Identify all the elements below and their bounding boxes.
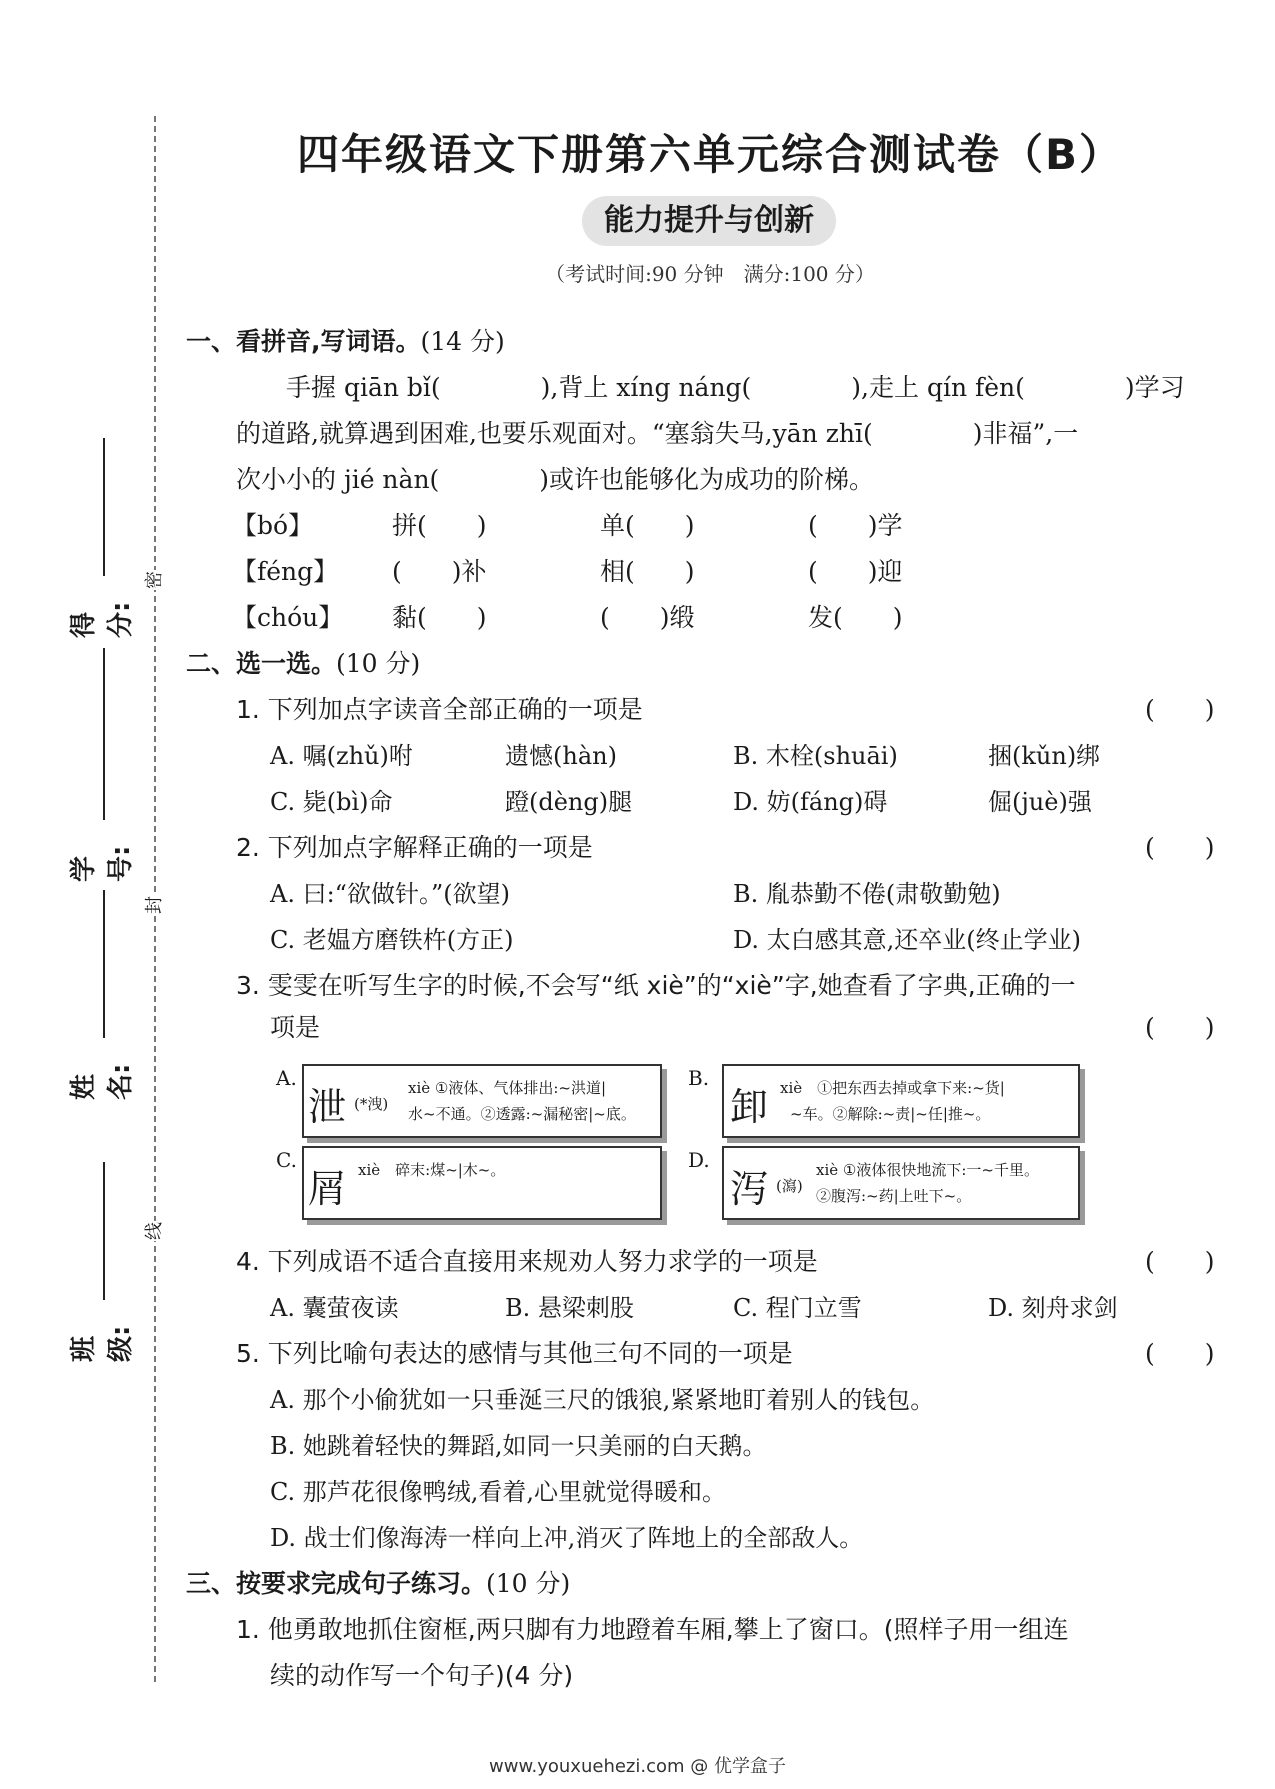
blank-chou-1[interactable]: 黏( ) xyxy=(392,603,487,632)
dict-b-char: 卸 xyxy=(730,1085,769,1129)
dict-c-line1: xiè 碎末:煤~|木~。 xyxy=(358,1161,506,1179)
blank-feng-1[interactable]: ( )补 xyxy=(392,557,487,586)
q2-1-stem: 1. 下列加点字读音全部正确的一项是 xyxy=(236,695,643,724)
q2-5-stem: 5. 下列比喻句表达的感情与其他三句不同的一项是 xyxy=(236,1339,793,1368)
blank-bo-1[interactable]: 拼( ) xyxy=(392,511,487,540)
seal-char-xian: 线 xyxy=(140,1221,170,1241)
section2-heading: 二、选一选。(10 分) xyxy=(186,649,421,678)
section1-line-2: 的道路,就算遇到困难,也要乐观面对。“塞翁失马,yān zhī( )非福”,一 xyxy=(236,419,1079,448)
q2-1-option-d1: D. 妨(fáng)碍 xyxy=(733,788,888,816)
blank-feng-2[interactable]: 相( ) xyxy=(600,557,695,586)
q2-1-option-a1: A. 嘱(zhǔ)咐 xyxy=(270,742,413,770)
q2-3-answer-paren[interactable]: ( ) xyxy=(1145,1013,1215,1042)
q2-2-option-a: A. 曰:“欲做针。”(欲望) xyxy=(270,880,510,908)
q3-1-line2: 续的动作写一个句子)(4 分) xyxy=(270,1661,574,1690)
dict-c-char: 屑 xyxy=(308,1167,347,1211)
q2-1-option-a2: 遗憾(hàn) xyxy=(505,742,617,770)
dict-a-char: 泄 xyxy=(308,1085,347,1129)
q2-1-option-d2: 倔(juè)强 xyxy=(988,788,1092,816)
name-label: 姓名: xyxy=(69,1063,136,1100)
dict-a-note: (*洩) xyxy=(354,1095,389,1113)
section1-line-3: 次小小的 jié nàn( )或许也能够化为成功的阶梯。 xyxy=(236,465,875,494)
blank-bo-3[interactable]: ( )学 xyxy=(808,511,903,540)
dict-b-letter: B. xyxy=(688,1066,710,1090)
subtitle-badge: 能力提升与创新 xyxy=(582,196,836,246)
q2-5-option-a: A. 那个小偷犹如一只垂涎三尺的饿狼,紧紧地盯着别人的钱包。 xyxy=(270,1386,935,1414)
q2-5-option-d: D. 战士们像海涛一样向上冲,消灭了阵地上的全部敌人。 xyxy=(270,1524,864,1552)
score-field[interactable] xyxy=(103,438,105,576)
dict-box-c[interactable] xyxy=(302,1146,662,1220)
dict-c-letter: C. xyxy=(276,1148,297,1172)
q2-5-option-c: C. 那芦花很像鸭绒,看着,心里就觉得暖和。 xyxy=(270,1478,727,1506)
dict-b-line1: xiè ①把东西去掉或拿下来:~货| xyxy=(780,1079,1005,1097)
q2-4-option-b: B. 悬梁刺股 xyxy=(505,1294,634,1322)
dict-d-char: 泻 xyxy=(730,1167,769,1211)
q2-2-stem: 2. 下列加点字解释正确的一项是 xyxy=(236,833,593,862)
section1-heading: 一、看拼音,写词语。(14 分) xyxy=(186,327,505,356)
score-label: 得分: xyxy=(69,601,136,638)
q2-1-option-c2: 蹬(dèng)腿 xyxy=(505,788,633,816)
exam-meta: （考试时间:90 分钟 满分:100 分） xyxy=(545,262,875,286)
dict-a-line2: 水~不通。②透露:~漏秘密|~底。 xyxy=(408,1105,636,1123)
q2-2-option-d: D. 太白感其意,还卒业(终止学业) xyxy=(733,926,1081,954)
blank-feng-3[interactable]: ( )迎 xyxy=(808,557,903,586)
class-field[interactable] xyxy=(103,1162,105,1300)
q2-1-option-c1: C. 毙(bì)命 xyxy=(270,788,393,816)
dict-a-letter: A. xyxy=(276,1066,297,1090)
section3-heading: 三、按要求完成句子练习。(10 分) xyxy=(186,1569,571,1598)
q2-4-option-c: C. 程门立雪 xyxy=(733,1294,862,1322)
q2-5-answer-paren[interactable]: ( ) xyxy=(1145,1339,1215,1368)
dict-box-a[interactable] xyxy=(302,1064,662,1138)
q2-1-answer-paren[interactable]: ( ) xyxy=(1145,695,1215,724)
section1-line-1: 手握 qiān bǐ( ),背上 xíng náng( ),走上 qín fèn( )学习 xyxy=(236,373,1185,402)
q2-2-option-b: B. 胤恭勤不倦(肃敬勤勉) xyxy=(733,880,1001,908)
q2-1-option-b1: B. 木栓(shuāi) xyxy=(733,742,898,770)
name-field[interactable] xyxy=(103,890,105,1038)
blank-chou-2[interactable]: ( )缎 xyxy=(600,603,695,632)
q2-3-stem-line1: 3. 雯雯在听写生字的时候,不会写“纸 xiè”的“xiè”字,她查看了字典,正确的一 xyxy=(236,971,1076,1000)
dict-d-note: (瀉) xyxy=(776,1177,803,1195)
q2-4-answer-paren[interactable]: ( ) xyxy=(1145,1247,1215,1276)
dict-box-b[interactable] xyxy=(722,1064,1080,1138)
q2-5-option-b: B. 她跳着轻快的舞蹈,如同一只美丽的白天鹅。 xyxy=(270,1432,767,1460)
q2-1-option-b2: 捆(kǔn)绑 xyxy=(988,742,1101,770)
pinyin-label-bo: 【bó】 xyxy=(232,511,314,540)
q2-2-option-c: C. 老媪方磨铁杵(方正) xyxy=(270,926,514,954)
page-title: 四年级语文下册第六单元综合测试卷（B） xyxy=(296,130,1123,179)
q3-1-line1: 1. 他勇敢地抓住窗框,两只脚有力地蹬着车厢,攀上了窗口。(照样子用一组连 xyxy=(236,1615,1069,1644)
pinyin-label-chou: 【chóu】 xyxy=(232,603,344,632)
pinyin-label-feng: 【féng】 xyxy=(232,557,339,586)
dict-d-line2: ②腹泻:~药|上吐下~。 xyxy=(816,1187,972,1205)
q2-3-stem-line2: 项是 xyxy=(270,1013,321,1042)
dict-box-d[interactable] xyxy=(722,1146,1080,1220)
blank-chou-3[interactable]: 发( ) xyxy=(808,603,903,632)
blank-bo-2[interactable]: 单( ) xyxy=(600,511,695,540)
dict-d-line1: xiè ①液体很快地流下:一~千里。 xyxy=(816,1161,1039,1179)
dict-d-letter: D. xyxy=(688,1148,710,1172)
q2-4-option-a: A. 囊萤夜读 xyxy=(270,1294,399,1322)
q2-4-stem: 4. 下列成语不适合直接用来规劝人努力求学的一项是 xyxy=(236,1247,818,1276)
student-id-label: 学号: xyxy=(69,845,136,882)
seal-char-feng: 封 xyxy=(140,895,170,915)
dict-a-line1: xiè ①液体、气体排出:~洪道| xyxy=(408,1079,607,1097)
class-label: 班级: xyxy=(69,1325,136,1362)
q2-4-option-d: D. 刻舟求剑 xyxy=(988,1294,1118,1322)
q2-2-answer-paren[interactable]: ( ) xyxy=(1145,833,1215,862)
dict-b-line2: ~车。②解除:~责|~任|推~。 xyxy=(790,1105,991,1123)
footer-watermark: www.youxuehezi.com @ 优学盒子 xyxy=(489,1756,786,1777)
student-id-field[interactable] xyxy=(103,648,105,820)
seal-char-mi: 密 xyxy=(140,570,170,590)
